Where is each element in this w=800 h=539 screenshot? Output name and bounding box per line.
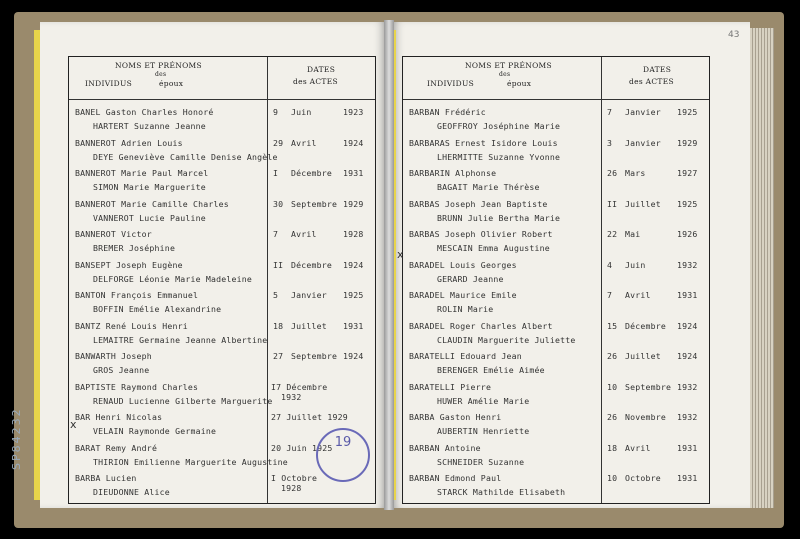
act-year: 1928: [343, 229, 364, 239]
act-day: 4: [607, 259, 613, 270]
act-day: 18: [273, 320, 284, 331]
wife-name: ROLIN Marie: [437, 304, 494, 314]
husband-name: BARBARIN Alphonse: [409, 168, 497, 178]
act-day: 7: [607, 290, 613, 300]
act-month: Septembre: [291, 351, 338, 361]
act-day: I: [273, 168, 279, 178]
act-month: Janvier: [625, 137, 661, 148]
act-year: 1924: [343, 259, 364, 270]
act-day: II: [273, 259, 284, 270]
wife-name: GROS Jeanne: [93, 365, 150, 375]
wife-name: BOFFIN Emélie Alexandrine: [93, 304, 222, 314]
act-month: Juillet: [625, 351, 661, 361]
wife-name: SIMON Marie Marguerite: [93, 182, 206, 192]
act-month: Décembre: [291, 259, 333, 270]
wife-name: HARTERT Suzanne Jeanne: [93, 121, 206, 131]
act-year: 1926: [677, 229, 698, 239]
act-year: 1929: [343, 198, 364, 209]
husband-name: BANNEROT Victor: [75, 229, 152, 239]
header-dates: DATES: [643, 65, 672, 74]
wife-name: VANNEROT Lucie Pauline: [93, 212, 206, 223]
act-month: Avril: [625, 290, 651, 300]
husband-name: BARBAS Joseph Olivier Robert: [409, 229, 553, 239]
act-year: 1931: [677, 442, 698, 453]
act-day: 26: [607, 168, 618, 178]
act-date-year: 1932: [281, 391, 302, 402]
margin-mark: x: [70, 418, 77, 431]
wife-name: CLAUDIN Marguerite Juliette: [437, 334, 576, 345]
act-day: 10: [607, 381, 618, 392]
header-noms: NOMS ET PRÉNOMS: [465, 61, 552, 70]
wife-name: VELAIN Raymonde Germaine: [93, 426, 217, 436]
wife-name: STARCK Mathilde Elisabeth: [437, 487, 566, 497]
husband-name: BARBAN Frédéric: [409, 107, 486, 117]
act-year: 1927: [677, 168, 698, 178]
act-day: 22: [607, 229, 618, 239]
act-date: I Octobre: [271, 473, 318, 483]
left-page-edge-strip: [34, 30, 40, 500]
act-day: 27: [273, 351, 284, 361]
act-month: Avril: [625, 442, 651, 453]
wife-name: BREMER Joséphine: [93, 243, 176, 253]
wife-name: DEYE Geneviève Camille Denise Angèle: [93, 151, 278, 162]
act-day: 26: [607, 351, 618, 361]
act-day: II: [607, 198, 618, 209]
act-month: Mars: [625, 168, 646, 178]
header-des: des: [499, 71, 511, 78]
husband-name: BARADEL Maurice Emile: [409, 290, 517, 300]
act-year: 1929: [677, 137, 698, 148]
act-month: Juillet: [291, 320, 327, 331]
act-month: Janvier: [291, 290, 327, 300]
act-year: 1925: [677, 198, 698, 209]
wife-name: AUBERTIN Henriette: [437, 426, 530, 436]
wife-name: HUWER Amélie Marie: [437, 395, 530, 406]
header-individus: INDIVIDUS: [85, 79, 133, 88]
header-individus: INDIVIDUS: [427, 79, 475, 88]
act-month: Janvier: [625, 107, 661, 117]
act-year: 1931: [677, 290, 698, 300]
header-divider: [69, 99, 375, 100]
act-month: Décembre: [291, 168, 333, 178]
husband-name: BANTZ René Louis Henri: [75, 320, 188, 331]
wife-name: LHERMITTE Suzanne Yvonne: [437, 151, 561, 162]
wife-name: BRUNN Julie Bertha Marie: [437, 212, 561, 223]
husband-name: BARBAN Edmond Paul: [409, 473, 502, 483]
husband-name: BARADEL Roger Charles Albert: [409, 320, 553, 331]
act-date: I7 Décembre: [271, 381, 328, 392]
header-des-actes: des ACTES: [293, 77, 338, 86]
act-day: 30: [273, 198, 284, 209]
act-date-year: 1928: [281, 483, 302, 493]
header-des-actes: des ACTES: [629, 77, 674, 86]
husband-name: BANNEROT Marie Paul Marcel: [75, 168, 209, 178]
husband-name: BANSEPT Joseph Eugène: [75, 259, 183, 270]
wife-name: BAGAIT Marie Thérèse: [437, 182, 540, 192]
act-date: 27 Juillet 1929: [271, 412, 348, 422]
husband-name: BARBAS Joseph Jean Baptiste: [409, 198, 548, 209]
act-month: Mai: [625, 229, 641, 239]
act-year: 1924: [677, 351, 698, 361]
husband-name: BAPTISTE Raymond Charles: [75, 381, 199, 392]
husband-name: BARATELLI Edouard Jean: [409, 351, 522, 361]
act-day: 5: [273, 290, 279, 300]
husband-name: BANNEROT Adrien Louis: [75, 137, 183, 148]
act-day: 3: [607, 137, 613, 148]
act-year: 1924: [343, 137, 364, 148]
header-noms: NOMS ET PRÉNOMS: [115, 61, 202, 70]
husband-name: BAR Henri Nicolas: [75, 412, 163, 422]
act-month: Novembre: [625, 412, 667, 422]
act-year: 1925: [677, 107, 698, 117]
act-year: 1931: [343, 168, 364, 178]
wife-name: RENAUD Lucienne Gilberte Marguerite: [93, 395, 273, 406]
husband-name: BANNEROT Marie Camille Charles: [75, 198, 229, 209]
act-month: Juillet: [625, 198, 661, 209]
act-year: 1932: [677, 381, 698, 392]
stamp-number: 19: [334, 435, 352, 450]
act-date: 20 Juin 1925: [271, 442, 333, 453]
wife-name: DIEUDONNE Alice: [93, 487, 170, 497]
right-register-table: [402, 56, 710, 504]
act-year: 1925: [343, 290, 364, 300]
act-day: 7: [273, 229, 279, 239]
husband-name: BANEL Gaston Charles Honoré: [75, 107, 214, 117]
act-month: Avril: [291, 229, 317, 239]
act-year: 1931: [343, 320, 364, 331]
act-year: 1932: [677, 412, 698, 422]
folio-number: 43: [728, 30, 740, 40]
act-year: 1924: [677, 320, 698, 331]
act-month: Octobre: [625, 473, 661, 483]
header-des: des: [155, 71, 167, 78]
wife-name: LEMAITRE Germaine Jeanne Albertine: [93, 334, 268, 345]
header-epoux: époux: [159, 79, 184, 88]
wife-name: THIRION Emilienne Marguerite Augustine: [93, 456, 288, 467]
register-entry: [403, 471, 709, 507]
husband-name: BARBAN Antoine: [409, 442, 481, 453]
page-edges: [750, 28, 774, 508]
husband-name: BARATELLI Pierre: [409, 381, 492, 392]
act-day: 18: [607, 442, 618, 453]
act-year: 1931: [677, 473, 698, 483]
wife-name: MESCAIN Emma Augustine: [437, 243, 550, 253]
husband-name: BARADEL Louis Georges: [409, 259, 517, 270]
husband-name: BANTON François Emmanuel: [75, 290, 199, 300]
act-month: Avril: [291, 137, 317, 148]
act-year: 1924: [343, 351, 364, 361]
act-day: 29: [273, 137, 284, 148]
act-month: Septembre: [625, 381, 672, 392]
act-year: 1932: [677, 259, 698, 270]
act-day: 10: [607, 473, 618, 483]
header-divider: [403, 99, 709, 100]
header-epoux: époux: [507, 79, 532, 88]
wife-name: GEOFFROY Joséphine Marie: [437, 121, 561, 131]
spine-code: SP84232: [10, 407, 23, 470]
act-day: 26: [607, 412, 618, 422]
husband-name: BARBA Gaston Henri: [409, 412, 502, 422]
husband-name: BARBA Lucien: [75, 473, 137, 483]
wife-name: SCHNEIDER Suzanne: [437, 456, 525, 467]
book-gutter: [384, 20, 394, 510]
wife-name: BERENGER Emélie Aimée: [437, 365, 545, 375]
act-day: 15: [607, 320, 618, 331]
act-day: 7: [607, 107, 613, 117]
act-month: Juin: [625, 259, 646, 270]
margin-mark: x: [397, 248, 404, 261]
act-month: Décembre: [625, 320, 667, 331]
act-month: Septembre: [291, 198, 338, 209]
ink-stamp: [316, 428, 370, 482]
act-month: Juin: [291, 107, 312, 117]
act-day: 9: [273, 107, 279, 117]
husband-name: BARAT Remy André: [75, 442, 158, 453]
act-year: 1923: [343, 107, 364, 117]
husband-name: BARBARAS Ernest Isidore Louis: [409, 137, 558, 148]
wife-name: DELFORGE Léonie Marie Madeleine: [93, 273, 253, 284]
header-dates: DATES: [307, 65, 336, 74]
husband-name: BANWARTH Joseph: [75, 351, 152, 361]
wife-name: GERARD Jeanne: [437, 273, 504, 284]
